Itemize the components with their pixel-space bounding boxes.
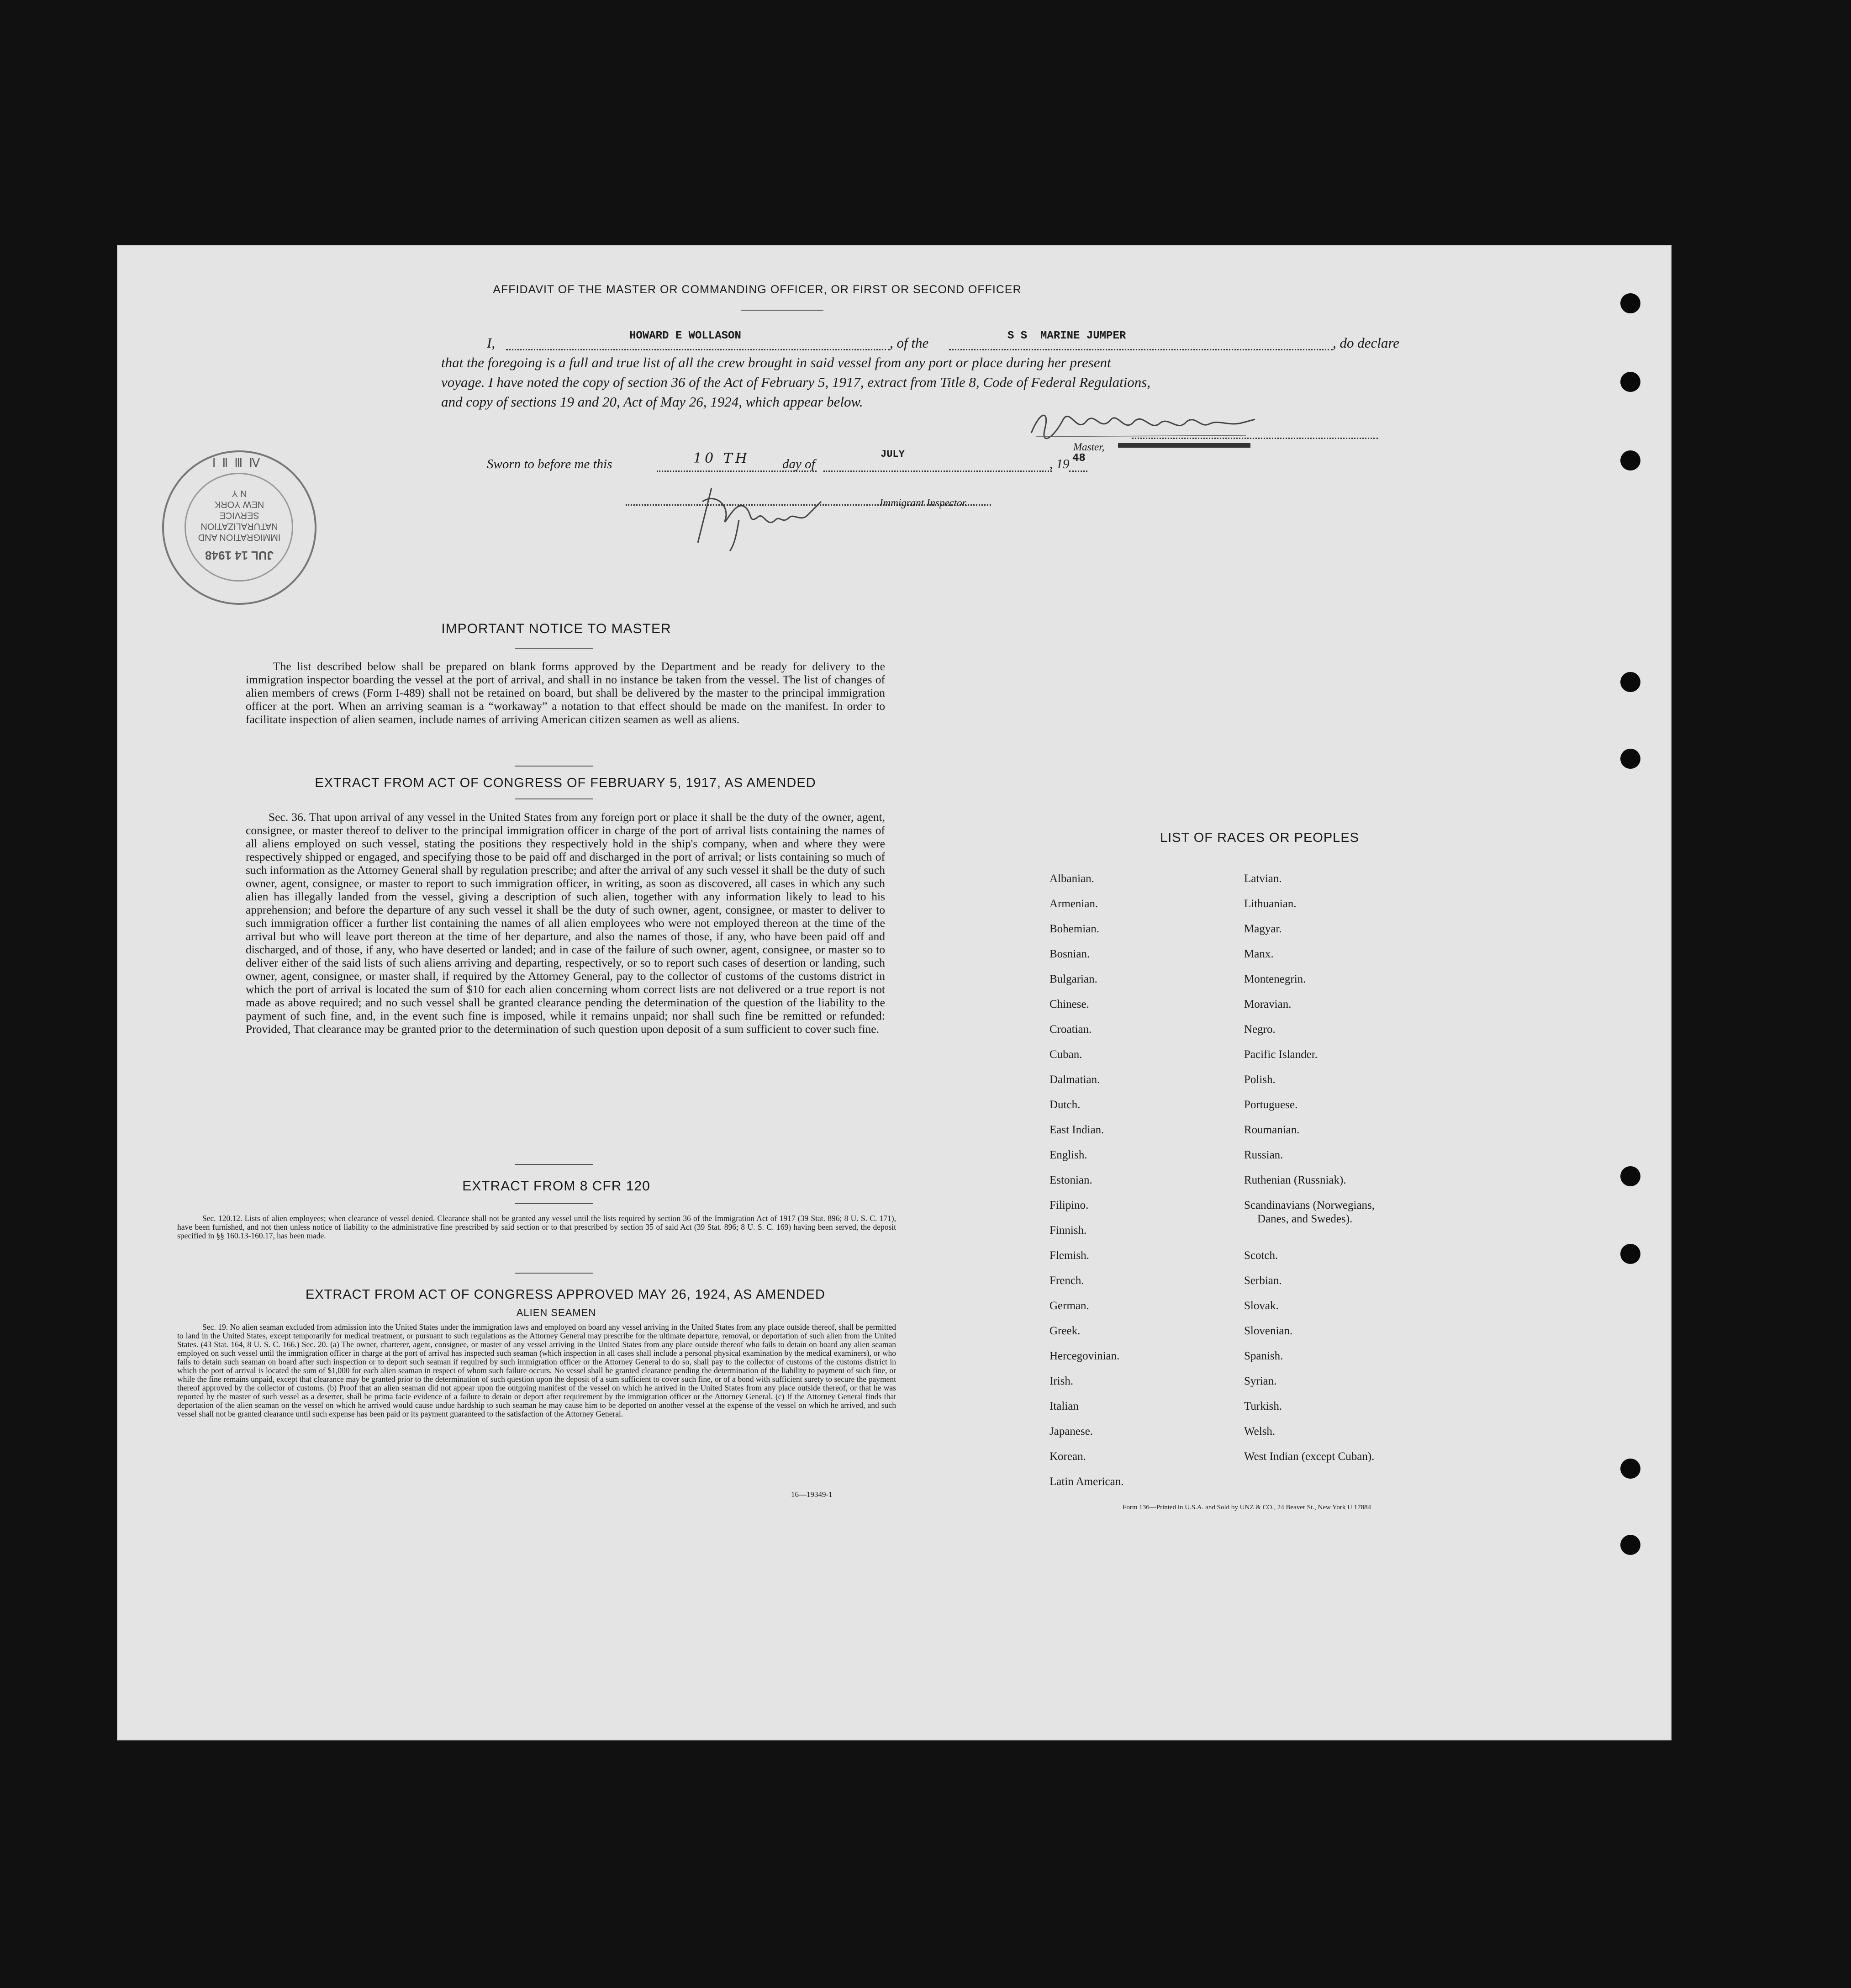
race-item: Flemish. [1049,1249,1089,1262]
punch-hole [1620,749,1640,769]
race-item: Latvian. [1244,872,1282,885]
inspector-label: Immigrant Inspector. [880,497,968,508]
stamp-line-4: NEW YORK [214,499,264,509]
extract-cfr-title: EXTRACT FROM 8 CFR 120 [462,1179,650,1194]
race-item: Moravian. [1244,998,1292,1010]
race-item: Cuban. [1049,1048,1082,1061]
inspection-stamp [162,450,316,605]
stamp-line-5: N Y [232,488,247,498]
race-item: Pacific Islander. [1244,1048,1318,1061]
race-item: Bosnian. [1049,948,1090,960]
master-label: Master, [1073,441,1105,453]
notice-title: IMPORTANT NOTICE TO MASTER [441,621,671,636]
race-item: Welsh. [1244,1425,1276,1438]
race-item: Latin American. [1049,1475,1124,1488]
race-item: Ruthenian (Russniak). [1244,1174,1346,1186]
race-item: Armenian. [1049,898,1098,910]
stamp-line-1: IMMIGRATION AND [198,532,281,542]
affidavit-line-4: and copy of sections 19 and 20, Act of May 26, 1924, which appear below. [441,394,863,410]
extract-1917-text: Sec. 36. That upon arrival of any vessel in the United States from any foreign port or place it shall be the duty of the owner, agent, consignee, or master thereof to deliver to the principal immigration officer in charge of the port of arrival lists containing the names of all aliens employed on such vessel, stating the positions they respectively hold in the ship's company, when and where they were respectively shipped or engaged, and specifying those to be paid off and discharged in the port of arrival; or lists containing so much of such information as the Attorney General shall by regulation prescribe; and after the arrival of any such vessel it shall be the duty of such owner, agent, consignee, or master to report to such immigration officer, in writing, as soon as discovered, all cases in which any such alien has illegally landed from the vessel, giving a description of such alien, together with any information likely to lead to his apprehension; and before the departure of any such vessel it shall be the duty of such owner, agent, consignee, or master to deliver to such immigration officer a further list containing the names of all alien employees who were not employed thereon at the time of the arrival but who will leave port thereon at the time of her departure, and also the names of those, if any, who have been paid off and discharged, and of those, if any, who have deserted or landed; and in case of the failure of such owner, agent, consignee, or master so to deliver either of the said lists of such aliens arriving and departing, respectively, or so to report such cases of desertion or landing, such owner, agent, consignee, or master shall, if required by the Attorney General, pay to the collector of customs of the customs district in which the port of arrival is located the sum of $10 for each alien concerning whom correct lists are not delivered or a true report is not made as above required; and no such vessel shall be granted clearance pending the determination of the question of the liability to the payment of such fine, and, in the event such fine is imposed, while it remains unpaid; nor shall such fine be remitted or refunded: Provided, That clearance may be granted prior to the determination of such question upon deposit of a sum sufficient to cover such fine. [246,810,885,1036]
race-item: West Indian (except Cuban). [1244,1450,1375,1463]
year-field: 48 [1072,452,1086,465]
race-item: East Indian. [1049,1124,1104,1136]
race-item: Filipino. [1049,1199,1089,1211]
sworn-label: Sworn to before me this [487,457,612,471]
stamp-date: JUL 14 1948 [205,549,274,562]
stamp-line-2: NATURALIZATION [200,521,278,531]
year-prefix: , 19 [1049,457,1070,471]
stamp-numerals: ⅠⅡⅢⅣ [212,456,267,470]
sworn-day-field: 10 TH [693,450,750,466]
affidavit-do-declare: , do declare [1333,335,1400,351]
race-item: Irish. [1049,1375,1074,1387]
race-item: Manx. [1244,948,1274,960]
vessel-name-field: S S MARINE JUMPER [1007,330,1126,342]
master-name-field: HOWARD E WOLLASON [629,330,741,342]
affidavit-line-2: that the foregoing is a full and true list of all the crew brought in said vessel from any port or place during her present [441,354,1111,370]
race-item: Korean. [1049,1450,1086,1463]
race-item: Serbian. [1244,1274,1282,1287]
affidavit-title-rule [741,310,823,311]
extract-1924-title: EXTRACT FROM ACT OF CONGRESS APPROVED MAY 26, 1924, AS AMENDED [306,1287,825,1302]
race-item: English. [1049,1149,1087,1161]
race-item: Dutch. [1049,1099,1081,1111]
extract-1917-title: EXTRACT FROM ACT OF CONGRESS OF FEBRUARY 5, 1917, AS AMENDED [315,776,816,790]
race-item: Slovenian. [1244,1325,1293,1337]
punch-hole [1620,293,1640,313]
punch-hole [1620,1166,1640,1186]
affidavit-title: AFFIDAVIT OF THE MASTER OR COMMANDING OFFICER, OR FIRST OR SECOND OFFICER [493,283,1022,296]
notice-text: The list described below shall be prepared on blank forms approved by the Department and be ready for delivery to the immigration inspector boarding the vessel at the port of arrival, and shall in no instance be taken from the vessel. The list of changes of alien members of crews (Form I-489) shall not be retained on board, but shall be delivered by the master to the principal immigration officer at the port. When an arriving seaman is a “workaway” a notation to that effect should be made on the manifest. In order to facilitate inspection of alien seamen, include names of arriving American citizen seamen as well as aliens. [246,660,885,726]
race-item: Bulgarian. [1049,973,1097,985]
punch-hole [1620,450,1640,471]
inspector-signature [684,474,830,552]
race-item: Danes, and Swedes). [1257,1213,1353,1225]
race-item: Scotch. [1244,1249,1278,1262]
punch-hole [1620,372,1640,392]
race-item: Bohemian. [1049,923,1100,935]
race-item: German. [1049,1300,1089,1312]
stamp-line-3: SERVICE [219,510,259,520]
race-item: Estonian. [1049,1174,1092,1186]
race-item: Albanian. [1049,872,1094,885]
race-item: Croatian. [1049,1023,1092,1036]
race-item: Turkish. [1244,1400,1282,1412]
races-title: LIST OF RACES OR PEOPLES [1160,830,1360,845]
punch-hole [1620,1244,1640,1264]
manifest-page [118,246,1671,1740]
race-item: Portuguese. [1244,1099,1298,1111]
race-item: Magyar. [1244,923,1282,935]
struck-text [1118,443,1250,448]
race-item: Scandinavians (Norwegians, [1244,1199,1375,1211]
race-item: Roumanian. [1244,1124,1300,1136]
race-item: Spanish. [1244,1350,1283,1362]
race-item: Chinese. [1049,998,1089,1010]
form-code-left: 16—19349-1 [791,1490,833,1499]
form-printer-note: Form 136—Printed in U.S.A. and Sold by UNZ & CO., 24 Beaver St., New York U 17884 [1123,1504,1371,1511]
race-item: Greek. [1049,1325,1081,1337]
race-item: Italian [1049,1400,1079,1412]
race-item: Russian. [1244,1149,1283,1161]
race-item: Montenegrin. [1244,973,1306,985]
day-of-label: day of [782,457,815,471]
race-item: Syrian. [1244,1375,1277,1387]
punch-hole [1620,1459,1640,1479]
race-item: Polish. [1244,1073,1276,1086]
affidavit-i-label: I, [487,335,496,351]
race-item: Finnish. [1049,1224,1087,1237]
extract-cfr-text: Sec. 120.12. Lists of alien employees; when clearance of vessel denied. Clearance shall not be granted any vessel until the lists required by section 36 of the Immigration Act of 1917 (39 Stat. 896; 8 U. S. C. 171), have been furnished, and not then unless notice of liability to the administrative fine prescribed by said section or to that prescribed by section 35 of said Act (39 Stat. 896; 8 U. S. C. 169) having been served, the deposit specified in §§ 160.13-160.17, has been made. [177,1214,896,1240]
punch-hole [1620,672,1640,692]
affidavit-line-3: voyage. I have noted the copy of section 36 of the Act of February 5, 1917, extract from Title 8, Code of Federal Regulations, [441,374,1151,390]
race-item: Dalmatian. [1049,1073,1100,1086]
race-item: Slovak. [1244,1300,1279,1312]
sworn-month-field: JULY [881,449,905,460]
punch-hole [1620,1535,1640,1555]
extract-1924-text: Sec. 19. No alien seaman excluded from admission into the United States under the immigration laws and employed on board any vessel arriving in the United States from any place outside thereof, shall be permitted to land in the United States, except temporarily for medical treatment, or pursuant to such regulations as the Attorney General may prescribe for the ultimate departure, removal, or deportation of such alien from the United States. (43 Stat. 164, 8 U. S. C. 166.) Sec. 20. (a) The owner, charterer, agent, consignee, or master of any vessel arriving in the United States from any place outside thereof who fails to detain on board any alien seaman employed on such vessel until the immigration officer in charge at the port of arrival has inspected such seaman (which inspection in all cases shall include a personal physical examination by the medical examiners), or who fails to detain such seaman on board after such inspection or to deport such seaman if required by such immigration officer or the Attorney General to do so, shall pay to the collector of customs of the customs district in which the port of arrival is located the sum of $1,000 for each alien seaman in respect of whom such failure occurs. No vessel shall be granted clearance pending the determination of the liability to payment of such fine, or while the fine remains unpaid, except that clearance may be granted prior to the determination of such question upon the deposit of a sum sufficient to cover such fine, or of a bond with sufficient surety to secure the payment thereof approved by the collector of customs. (b) Proof that an alien seaman did not appear upon the outgoing manifest of the vessel on which he arrived in the United States from any place outside thereof, or that he was reported by the master of such vessel as a deserter, shall be prima facie evidence of a failure to detain or deport after requirement by the immigration officer or the Attorney General. (c) If the Attorney General finds that deportation of the alien seaman on the vessel on which he arrived would cause undue hardship to such seaman he may cause him to be deported on another vessel at the expense of the vessel on which he arrived, and such vessel shall not be granted clearance until such expense has been paid or its payment guaranteed to the satisfaction of the Attorney General. [177,1322,896,1418]
race-item: Hercegovinian. [1049,1350,1120,1362]
race-item: Japanese. [1049,1425,1093,1438]
race-item: Negro. [1244,1023,1276,1036]
race-item: Lithuanian. [1244,898,1297,910]
affidavit-of-the: , of the [890,335,929,351]
race-item: French. [1049,1274,1084,1287]
extract-1924-subtitle: ALIEN SEAMEN [516,1307,596,1318]
